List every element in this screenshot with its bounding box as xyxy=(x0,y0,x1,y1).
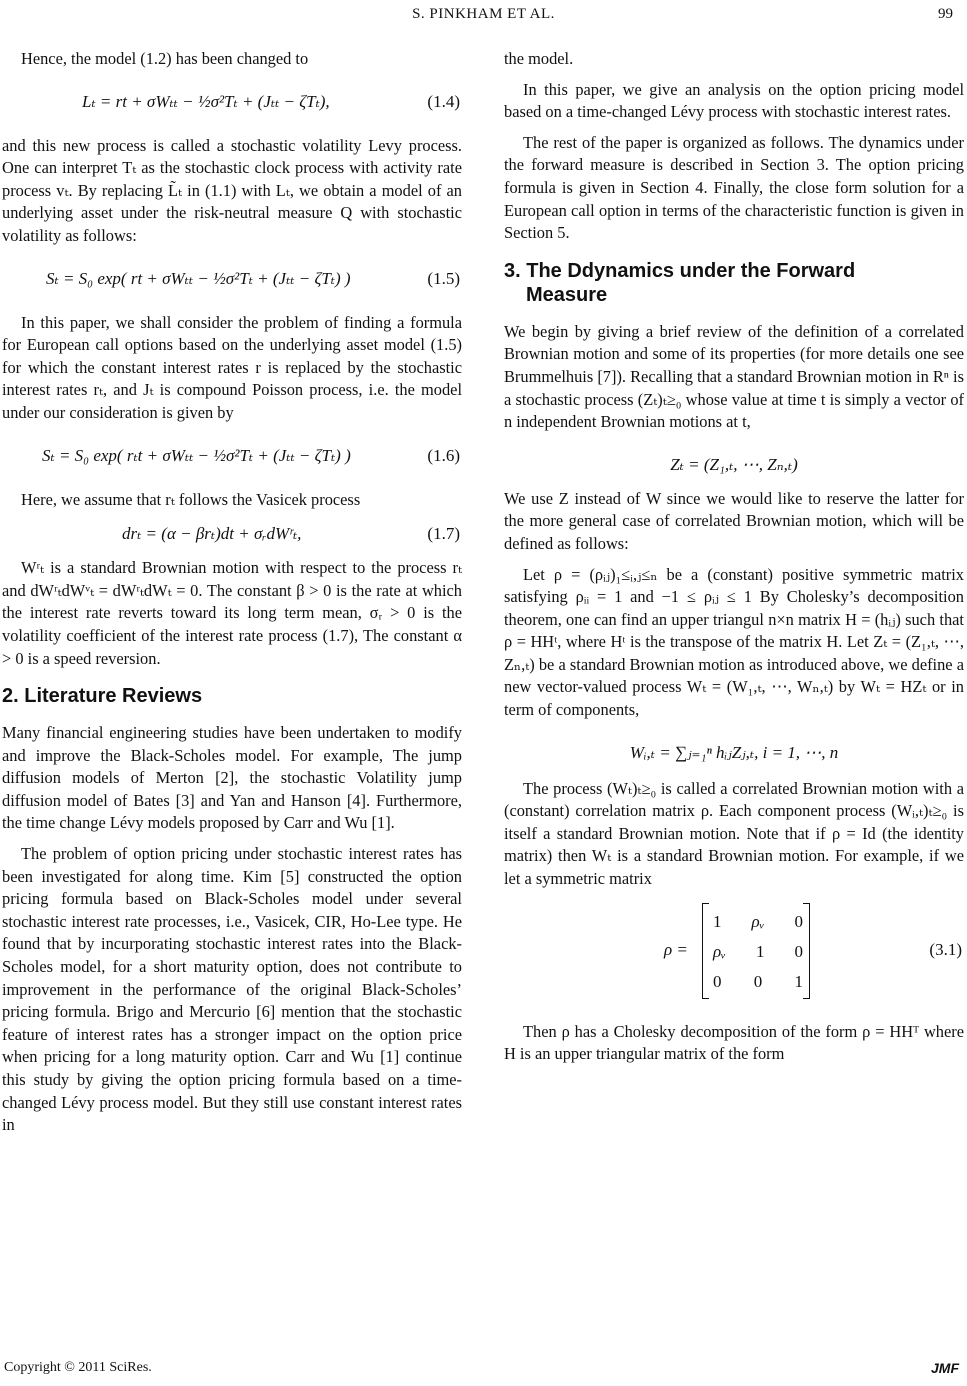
matrix-cell: 0 xyxy=(753,971,763,991)
equation-body: Wᵢ,ₜ = ∑ⱼ₌₁ⁿ hᵢⱼZⱼ,ₜ, i = 1, ⋯, n xyxy=(629,742,839,762)
journal-abbrev: JMF xyxy=(931,1360,959,1376)
section-title-line: Measure xyxy=(526,283,608,306)
equation-1-4 xyxy=(2,79,462,127)
matrix-cell: 1 xyxy=(713,911,722,931)
paragraph: The process (Wₜ)ₜ≥₀ is called a correlated Brownian motion with a (constant) correlation matrix ρ. Each component process (Wᵢ,ₜ)ₜ≥₀ is itself a standard Brownian motion. Note that if ρ = Id (the identity matrix) then Wₜ is a standard Brownian motion. For example, if we let a symmetric matrix xyxy=(504,778,964,889)
paragraph: Hence, the model (1.2) has been changed to xyxy=(21,49,309,68)
section-title-line: 3. The Ddynamics under the Forward xyxy=(504,259,856,282)
paragraph: We begin by giving a brief review of the definition of a correlated Brownian motion and some of its properties (for more details one see Brummelhuis [7]). Recalling that a standard Brownian motion in Rⁿ is a stochastic process (Zₜ)ₜ≥₀ whose value at time t is simply a vector of n independent Brownian motions at t, xyxy=(504,321,964,432)
running-author: S. PINKHAM ET AL. xyxy=(412,6,555,22)
paragraph: We use Z instead of W since we would like to reserve the latter for the more general case of correlated Brownian motion, which will be defined as follows: xyxy=(504,488,964,553)
matrix-cell: ρᵥ xyxy=(713,941,726,961)
equation-number: (1.4) xyxy=(427,91,460,111)
matrix-row xyxy=(713,971,803,994)
paragraph: The rest of the paper is organized as follows. The dynamics under the forward measure is described in Section 3. The option pricing formula is given in Section 4. Finally, the close form solution for a European call option in terms of the characteristic function is given in Section 5. xyxy=(504,132,964,243)
matrix-cell: 0 xyxy=(713,971,722,991)
section-title xyxy=(504,259,964,307)
paragraph: and this new process is called a stochastic volatility Levy process. One can interpret Tₜ as the stochastic clock process with activity rate process vₜ. By replacing L̃ₜ in (1.1) with Lₜ, we obtain a model of an underlying asset under the risk-neutral measure Q with stochastic volatility as follows: xyxy=(2,135,462,245)
equation-number: (1.7) xyxy=(427,524,460,544)
equation-body: Sₜ = S₀ exp( rt + σWₜₜ − ½σ²Tₜ + (Jₜₜ − ζTₜ) ) xyxy=(46,268,351,288)
paragraph: Let ρ = (ρᵢⱼ)₁≤ᵢ,ⱼ≤ₙ be a (constant) positive symmetric matrix satisfying ρᵢᵢ = 1 and −1 ≤ ρᵢⱼ ≤ 1 By Cholesky’s decomposition theorem, one can find an upper triangul n×n matrix H = (hᵢⱼ) such that ρ = HHᵗ, where Hᵗ is the transpose of the matrix H. Let Zₜ = (Z₁,ₜ, ⋯, Zₙ,ₜ) be a standard Brownian motion as introduced above, we define a new vector-valued process Wₜ = (W₁,ₜ, ⋯, Wₙ,ₜ) by Wₜ = HZₜ or in term of components, xyxy=(504,564,964,720)
paragraph: the model. xyxy=(504,49,574,68)
paragraph: Here, we assume that rₜ follows the Vasicek process xyxy=(21,489,361,509)
equation-number: (1.5) xyxy=(427,268,460,288)
matrix-3-1 xyxy=(504,899,964,1005)
copyright: Copyright © 2011 SciRes. xyxy=(4,1360,152,1375)
left-column xyxy=(2,48,462,1145)
equation-body: drₜ = (α − βrₜ)dt + σᵣdWʳₜ, xyxy=(122,524,302,544)
equation-body: Sₜ = S₀ exp( rₜt + σWₜₜ − ½σ²Tₜ + (Jₜₜ − ζTₜ) ) xyxy=(42,445,351,465)
equation-1-6 xyxy=(2,433,462,481)
paragraph: Many financial engineering studies have been undertaken to modify and improve the Black-Scholes model. For example, The jump diffusion models of Merton [2], the stochastic Volatility jump diffusion model of Bates [3] and Yan and Hanson [4]. Furthermore, the time change Lévy models proposed by Carr and Wu [1]. xyxy=(2,723,462,833)
equation-w xyxy=(504,730,964,770)
paragraph: Wʳₜ is a standard Brownian motion with respect to the process rₜ and dWʳₜdWᵛₜ = dWʳₜdWₜ = 0. The constant β > 0 is the rate at which the interest rate reverts toward its long term mean, σᵣ > 0 is the volatility coefficient of the interest rate process (1.7), The constant α > 0 is a speed reversion. xyxy=(2,558,462,668)
matrix-cell: 0 xyxy=(794,911,803,931)
equation-body: Zₜ = (Z₁,ₜ, ⋯, Zₙ,ₜ) xyxy=(670,454,798,474)
equation-number: (1.6) xyxy=(427,445,460,465)
equation-1-5 xyxy=(2,256,462,304)
paragraph: Then ρ has a Cholesky decomposition of the form ρ = HHᵀ where H is an upper triangular matrix of the form xyxy=(504,1021,964,1064)
matrix-row xyxy=(713,941,803,964)
paragraph: In this paper, we give an analysis on the option pricing model based on a time-changed Lévy process with stochastic interest rates. xyxy=(504,79,964,122)
paragraph: The problem of option pricing under stochastic interest rates has been investigated for along time. Kim [5] constructed the option pricing formula based on Black-Scholes model under several stochastic interest rate processes, i.e., Vasicek, CIR, Ho-Lee type. He found that by incurporating stochastic interest rates into the Black-Scholes model, for a short maturity option, does not contribute to improvement in the performance of the original Black-Scholes’ pricing formula. Brigo and Mercurio [6] mention that the stochastic feature of interest rates has a stronger impact on the option price when pricing for a long maturity option. Carr and Wu [1] continue this study by giving the option pricing formula based on a time-changed Lévy process model. But they still use constant interest rates in xyxy=(2,844,462,1135)
matrix-cell: ρᵥ xyxy=(751,911,765,931)
matrix-brackets xyxy=(702,903,810,999)
equation-body: Lₜ = rt + σWₜₜ − ½σ²Tₜ + (Jₜₜ − ζTₜ), xyxy=(82,91,330,111)
equation-1-7 xyxy=(2,519,462,553)
page-number: 99 xyxy=(938,6,953,22)
matrix-cell: 0 xyxy=(794,941,803,961)
matrix-cell: 1 xyxy=(794,971,803,991)
section-title: 2. Literature Reviews xyxy=(2,685,203,708)
equation-number: (3.1) xyxy=(929,939,962,959)
equation-z xyxy=(504,442,964,480)
matrix-row xyxy=(713,911,803,934)
matrix-symbol: ρ = xyxy=(664,939,688,959)
matrix-cell: 1 xyxy=(755,941,765,961)
paragraph: In this paper, we shall consider the problem of finding a formula for European call options based on the underlying asset model (1.5) for which the constant interest rates r is replaced by the stochastic interest rates rₜ, and Jₜ is compound Poisson process, i.e. the model under our consideration is given by xyxy=(2,312,462,422)
page-header xyxy=(0,4,967,28)
right-column xyxy=(504,48,964,1074)
